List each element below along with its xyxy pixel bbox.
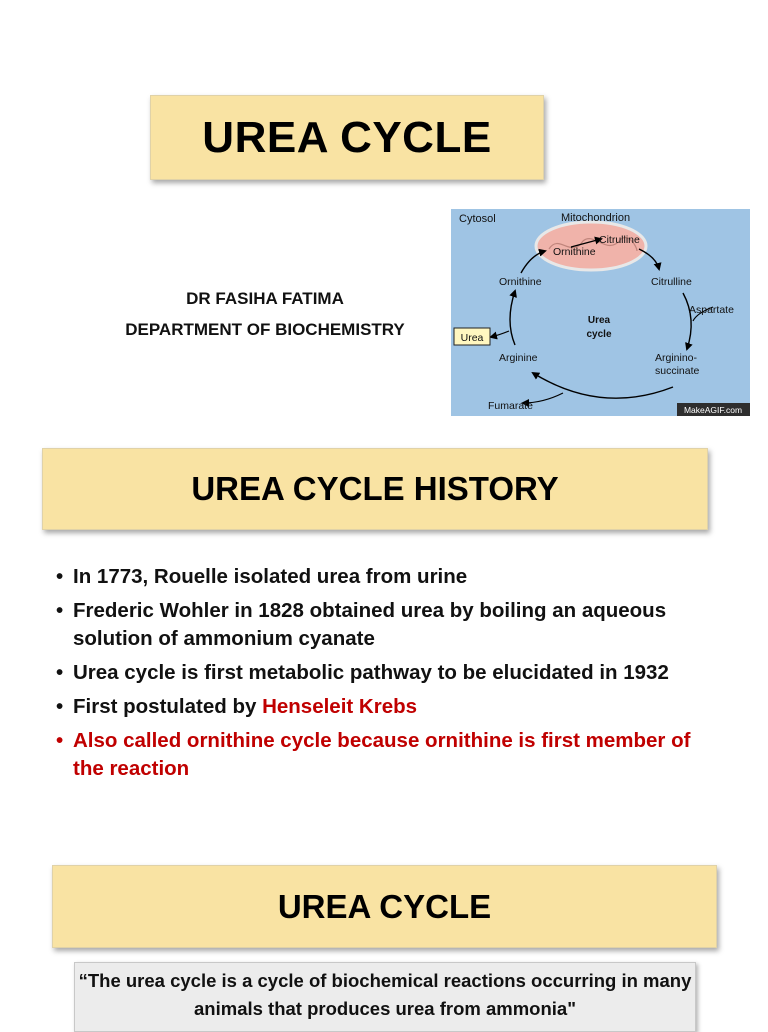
bullet-prefix: First postulated by [73,695,263,718]
label-citrulline: Citrulline [651,276,692,288]
label-center-urea: Urea [587,315,611,326]
label-fumarate: Fumarate [488,400,533,412]
bullet-item: • Frederic Wohler in 1828 obtained urea by boiling an aqueous solution of ammonium cyanate [56,597,696,653]
definition-quote [74,962,696,1032]
urea-cycle-heading: UREA CYCLE [277,887,492,925]
history-bullets [56,563,696,789]
title-banner [150,95,544,180]
bullet-item-highlight: • Also called ornithine cycle because ornithine is first member of the reaction [56,727,696,783]
watermark: MakeAGIF.com [683,405,743,415]
urea-cycle-banner [52,865,717,948]
highlighted-name: Henseleit Krebs [262,695,418,718]
history-heading: UREA CYCLE HISTORY [191,470,559,507]
label-mito-citrulline: Citrulline [599,234,640,246]
label-aspartate: Aspartate [689,304,734,316]
author-department: DEPARTMENT OF BIOCHEMISTRY [125,320,405,339]
label-arginine: Arginine [499,352,538,364]
label-argsucc-2: succinate [655,365,700,377]
label-cytosol: Cytosol [459,213,496,225]
history-banner [42,448,708,530]
label-argsucc-1: Arginino- [655,352,698,364]
label-urea: Urea [460,332,484,344]
label-mitochondrion: Mitochondrion [561,212,631,224]
bullet-item: • In 1773, Rouelle isolated urea from urine [56,563,696,591]
quote-text: “The urea cycle is a cycle of biochemical reactions occurring in many animals that produces urea from ammonia" [78,970,692,1019]
bullet-item [56,693,696,721]
author-name: DR FASIHA FATIMA [186,289,344,308]
label-center-cycle: cycle [586,329,612,340]
label-ornithine: Ornithine [499,276,542,288]
page-title: UREA CYCLE [202,112,492,162]
bullet-item: • Urea cycle is first metabolic pathway to be elucidated in 1932 [56,659,696,687]
urea-cycle-diagram [451,209,750,416]
label-mito-ornithine: Ornithine [553,246,596,258]
